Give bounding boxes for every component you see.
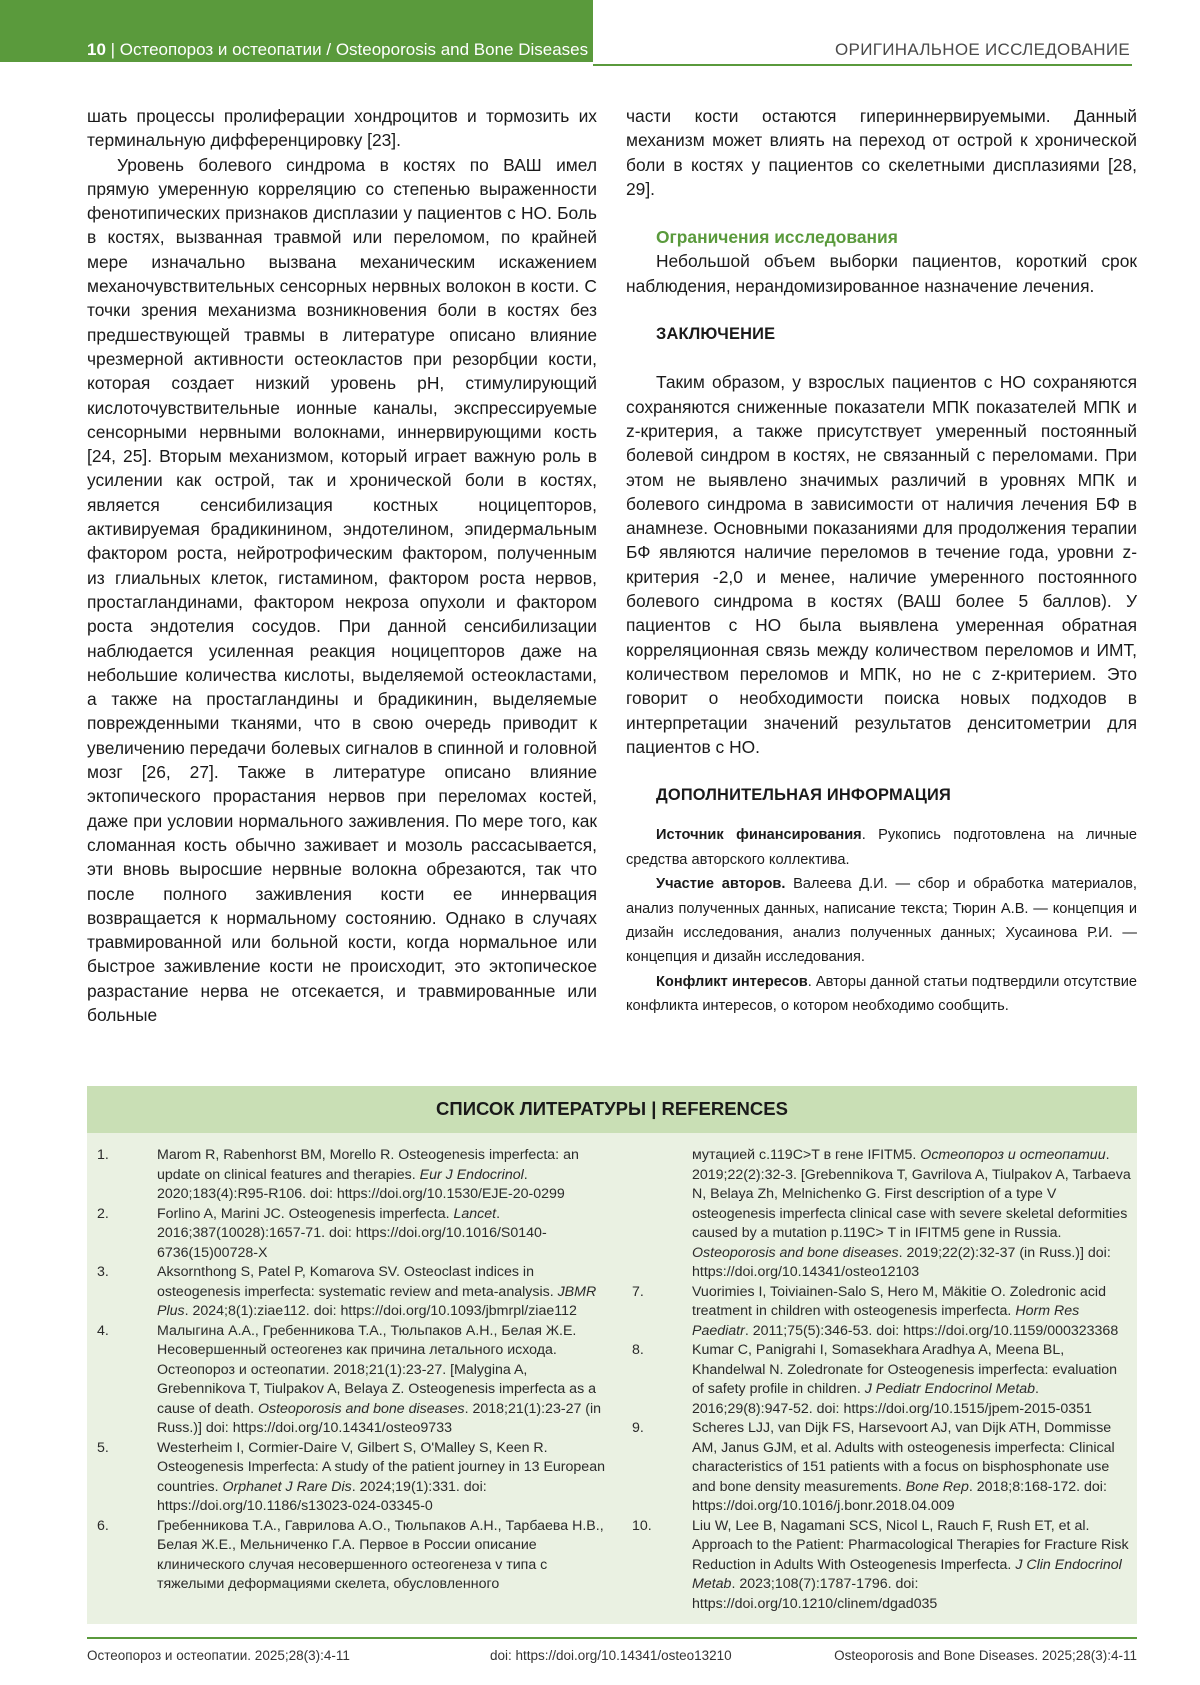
reference-continuation (632, 1146, 1132, 1283)
ref-num: 9. (632, 1420, 644, 1436)
paragraph: шать процессы пролиферации хондроцитов и тормозить их терминальную дифференцировку [23]. (87, 106, 597, 151)
footer-doi: doi: https://doi.org/10.14341/osteo13210 (490, 1648, 732, 1663)
reference-item (97, 1263, 617, 1322)
references-title: СПИСОК ЛИТЕРАТУРЫ | REFERENCES (436, 1098, 788, 1119)
header-rule (593, 64, 1132, 66)
ref-text: Forlino A, Marini JC. Osteogenesis imperfecta. Lancet. 2016;387(10028):1657-71. doi: https://doi.org/10.1016/S0140-6736(15)00728-X (157, 1205, 547, 1261)
authors-text: Валеева Д.И. — сбор и обработка материалов, анализ полученных данных, написание текста; Тюрин А.В. — концепция и дизайн исследования, анализ полученных данных; Хусаинова Р.И. — концепция и дизайн исследования. (626, 876, 1137, 966)
header-journal (87, 40, 588, 60)
references-left (97, 1146, 617, 1595)
reference-item (632, 1517, 1132, 1615)
ref-text: Marom R, Rabenhorst BM, Morello R. Osteogenesis imperfecta: an update on clinical features and therapies. Eur J Endocrinol. 2020;183(4):R95-R106. doi: https://doi.org/10.1530/EJE-20-0299 (157, 1147, 579, 1202)
reference-item (97, 1322, 617, 1439)
reference-item (632, 1283, 1132, 1342)
ref-text: мутацией c.119C>T в гене IFITM5. Остеопороз и остеопатии. 2019;22(2):32-3. [Grebennikova T, Gavrilova A, Tiulpakov A, Tarbaeva N, Belaya Zh, Melnichenko G. First description of a type V osteogenesis imperfecta clinical case with severe skeletal deformities caused by a mutation p.119C> T in IFITM5 gene in Russia. Osteoporosis and bone diseases. 2019;22(2):32-37 (in Russ.)] doi: https://doi.org/10.14341/osteo12103 (692, 1147, 1131, 1280)
ref-text: Westerheim I, Cormier-Daire V, Gilbert S, O'Malley S, Keen R. Osteogenesis Imperfecta: A study of the patient journey in 13 European countries. Orphanet J Rare Dis. 2024;19(1):331. doi: https://doi.org/10.1186/s13023-024-03345-0 (157, 1439, 605, 1514)
ref-num: 5. (97, 1439, 109, 1456)
paragraph: Уровень болевого синдрома в костях по ВАШ имел прямую умеренную корреляцию со степенью выраженности фенотипических признаков дисплазии у пациентов с НО. Боль в костях, вызванная травмой или переломом, по крайней мере изначально вызвана механическим искажением механочувствительных сенсорных нервных волокон в кости. С точки зрения механизма возникновения боли в костях без предшествующей травмы в литературе описано влияние чрезмерной активности остеокластов при резорбции кости, которая создает низкий уровень pH, стимулирующий кислоточувствительные ионные каналы, экспрессируемые сенсорными нервными волокнами, иннервирующими кость [24, 25]. Вторым механизмом, который играет важную роль в усилении как острой, так и хронической боли в костях, является сенсибилизация костных ноцицепторов, активируемая брадикинином, эндотелином, эпидермальным фактором роста, нейротрофическим фактором, полученным из глиальных клеток, гистамином, фактором роста нервов, простагландинами, фактором некроза опухоли и фактором роста эндотелия сосудов. При данной сенсибилизации наблюдается усиленная реакция ноцицепторов даже на небольшие количества кислоты, выделяемой остеокластами, а также на простагландины и брадикинин, выделяемые поврежденными тканями, что в свою очередь приводит к увеличению передачи болевых сигналов в спинной и головной мозг [26, 27]. Также в литературе описано влияние эктопического прорастания нервов при переломах костей, даже при условии нормального заживления. По мере того, как сломанная кость обычно заживает и мозоль рассасывается, эти вновь выросшие нервные волокна обрезаются, так что после полного заживления кости ее иннервация возвращается к нормальному состоянию. Однако в случаях травмированной или больной кости, когда нормальное или быстрое заживление кости не происходит, это эктопическое разрастание нерва не отсекается, и травмированные или больные (87, 154, 597, 1025)
section-label: ОРИГИНАЛЬНОЕ ИССЛЕДОВАНИЕ (835, 40, 1130, 59)
footer-citation-en: Osteoporosis and Bone Diseases. 2025;28(3):4-11 (834, 1648, 1137, 1663)
ref-num: 7. (632, 1283, 644, 1300)
ref-text: Kumar C, Panigrahi I, Somasekhara Aradhya A, Meena BL, Khandelwal N. Zoledronate for Osteogenesis imperfecta: evaluation of safety profile in children. J Pediatr Endocrinol Metab. 2016;29(8):947-52. doi: https://doi.org/10.1515/jpem-2015-0351 (692, 1342, 1118, 1417)
paragraph: части кости остаются гипериннервируемыми. Данный механизм может влиять на переход от острой к хронической боли в костях у пациентов со скелетными дисплазиями [28, 29]. (626, 106, 1137, 199)
reference-item (97, 1205, 617, 1264)
right-column (626, 104, 1137, 1019)
references-right (632, 1146, 1132, 1614)
funding-text: . Рукопись подготовлена на личные средства авторского коллектива. (626, 827, 1137, 868)
paragraph: Небольшой объем выборки пациентов, короткий срок наблюдения, нерандомизированное назначение лечения. (626, 251, 1137, 296)
funding-label: Источник финансирования (656, 827, 862, 844)
paragraph: Таким образом, у взрослых пациентов с НО сохраняются сохраняются сниженные показатели МПК показателей МПК и z-критерия, а также присутствует умеренный постоянный болевой синдром в костях, не связанный с переломами. При этом не выявлено значимых различий в уровнях МПК и болевого синдрома в зависимости от наличия лечения БФ в анамнезе. Основными показаниями для продолжения терапии БФ являются наличие переломов в течение года, уровни z-критерия -2,0 и менее, наличие умеренного постоянного болевого синдрома в костях (ВАШ более 5 баллов). У пациентов с НО была выявлена умеренная обратная корреляционная связь между количеством переломов и ИМТ, количеством переломов и МПК, но не с z-критерием. Это говорит о необходимости поиска новых подходов в интерпретации значений результатов денситометрии для пациентов с НО. (626, 372, 1137, 757)
references-box (87, 1086, 1137, 1624)
reference-item (97, 1439, 617, 1517)
ref-num: 4. (97, 1322, 109, 1339)
ref-text: Vuorimies I, Toiviainen-Salo S, Hero M, Mäkitie O. Zoledronic acid treatment in children with osteogenesis imperfecta. Horm Res Paediatr. 2011;75(5):346-53. doi: https://doi.org/10.1159/000323368 (692, 1283, 1119, 1339)
ref-num: 8. (632, 1342, 644, 1358)
conflict-text: . Авторы данной статьи подтвердили отсутствие конфликта интересов, о котором необходимо сообщить. (626, 973, 1137, 1015)
ref-num: 1. (97, 1147, 109, 1163)
ref-text: Scheres LJJ, van Dijk FS, Harsevoort AJ, van Dijk ATH, Dommisse AM, Janus GJM, et al. Adults with osteogenesis imperfecta: Clinical characteristics of 151 patients with a focus on bisphosphonate use and bone density measurements. Bone Rep. 2018;8:168-172. doi: https://doi.org/10.1016/j.bonr.2018.04.009 (692, 1420, 1115, 1514)
reference-item (632, 1419, 1132, 1517)
ref-num: 6. (97, 1517, 109, 1534)
authors-info (626, 872, 1137, 970)
ref-num: 2. (97, 1205, 109, 1222)
footer-citation-ru: Остеопороз и остеопатии. 2025;28(3):4-11 (87, 1648, 350, 1663)
ref-num: 10. (632, 1517, 652, 1534)
reference-item (97, 1146, 617, 1205)
reference-item (632, 1341, 1132, 1419)
conflict-info (626, 970, 1137, 1019)
left-column (87, 104, 597, 1027)
ref-text: Liu W, Lee B, Nagamani SCS, Nicol L, Rauch F, Rush ET, et al. Approach to the Patient: Pharmacological Therapies for Fracture Risk Reduction in Adults With Osteogenesis Imperfecta. J Clin Endocrinol Metab. 2023;108(7):1787-1796. doi: https://doi.org/10.1210/clinem/dgad035 (692, 1517, 1129, 1612)
ref-text: Малыгина А.А., Гребенникова Т.А., Тюльпаков А.Н., Белая Ж.Е. Несовершенный остеогенез как причина летального исхода. Остеопороз и остеопатии. 2018;21(1):23-27. [Malygina A, Grebennikova T, Tiulpakov A, Belaya Z. Osteogenesis imperfecta as a cause of death. Osteoporosis and bone diseases. 2018;21(1):23-27 (in Russ.)] doi: https://doi.org/10.14341/osteo9733 (157, 1322, 602, 1436)
reference-item (97, 1517, 617, 1595)
conflict-label: Конфликт интересов (656, 973, 808, 990)
footer-rule (87, 1637, 1137, 1639)
page-number: 10 (87, 40, 106, 59)
authors-label: Участие авторов. (656, 876, 786, 893)
additional-heading: ДОПОЛНИТЕЛЬНАЯ ИНФОРМАЦИЯ (656, 786, 951, 805)
journal-name: | Остеопороз и остеопатии / Osteoporosis and Bone Diseases (105, 40, 589, 59)
funding-info (626, 823, 1137, 872)
ref-text: Aksornthong S, Patel P, Komarova SV. Osteoclast indices in osteogenesis imperfecta: systematic review and meta-analysis. JBMR Plus. 2024;8(1):ziae112. doi: https://doi.org/10.1093/jbmrpl/ziae112 (157, 1264, 597, 1319)
ref-text: Гребенникова Т.А., Гаврилова А.О., Тюльпаков А.Н., Тарбаева Н.В., Белая Ж.Е., Мельниченко Г.А. Первое в России описание клинического случая несовершенного остеогенеза v типа с тяжелыми деформациями скелета, обусловленного (157, 1517, 604, 1592)
ref-num: 3. (97, 1264, 109, 1280)
limitations-heading: Ограничения исследования (656, 227, 898, 248)
conclusion-heading: ЗАКЛЮЧЕНИЕ (656, 325, 776, 344)
